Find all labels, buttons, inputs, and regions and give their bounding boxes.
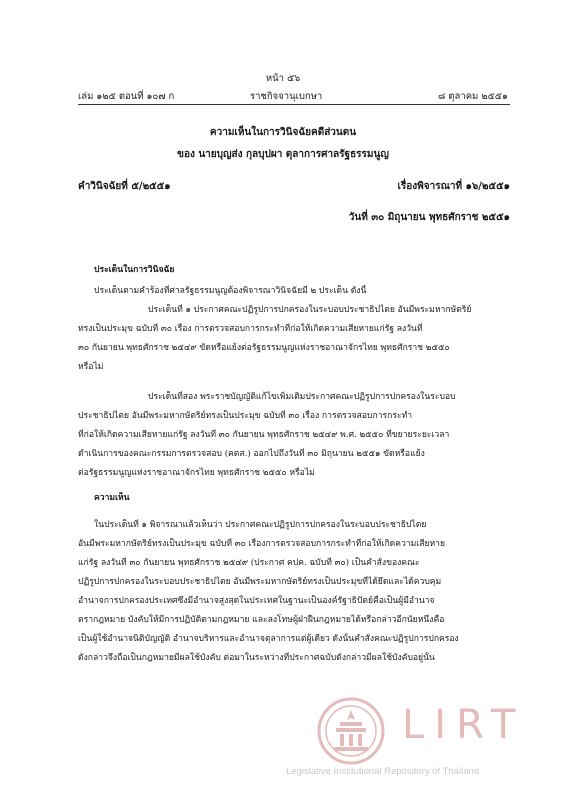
opinion-line: อันมีพระมหากษัตริย์ทรงเป็นประมุข ฉบับที่ ๓๐ เรื่องการตรวจสอบการกระทำที่ก่อให้เกิดความเสียหาย — [78, 539, 446, 549]
document-title: ความเห็นในการวินิจฉัยคดีส่วนตน — [209, 127, 357, 138]
issue2-line: ประเด็นที่สอง พระราชบัญญัติแก้ไขเพิ่มเติมประกาศคณะปฏิรูปการปกครองในระบอบ — [148, 392, 456, 402]
opinion-line: ตรากฎหมาย บังคับให้มีการปฏิบัติตามกฎหมาย และลงโทษผู้ฝ่าฝืนกฎหมายได้หรือกล่าวอีกนัยหนึ่งคือ — [78, 615, 445, 625]
issue1-line: หรือไม่ — [78, 362, 104, 372]
gazette-date: ๘ ตุลาคม ๒๕๕๑ — [438, 91, 508, 102]
issue1-line: ทรงเป็นประมุข ฉบับที่ ๓๐ เรื่อง การตรวจสอบการกระทำที่ก่อให้เกิดความเสียหายแก่รัฐ ลงวันที่ — [78, 324, 423, 334]
document-subtitle: ของ นายบุญส่ง กุลบุปผา ตุลาการศาลรัฐธรรมนูญ — [177, 149, 389, 160]
gazette-volume: เล่ม ๑๒๕ ตอนที่ ๑๐๗ ก — [78, 91, 175, 102]
issue1-line: ๓๐ กันยายน พุทธศักราช ๒๕๔๙ ขัดหรือแย้งต่อรัฐธรรมนูญแห่งราชอาณาจักรไทย พุทธศักราช ๒๕๕๐ — [78, 343, 450, 353]
header-rule — [78, 104, 510, 105]
consideration-number: เรื่องพิจารณาที่ ๑๖/๒๕๕๑ — [397, 181, 510, 192]
issue2-line: ดำเนินการของคณะกรรมการตรวจสอบ (คตส.) ออกไปถึงวันที่ ๓๐ มิถุนายน ๒๕๕๑ ขัดหรือแย้ง — [78, 449, 425, 459]
opinion-line: แก่รัฐ ลงวันที่ ๓๐ กันยายน พุทธศักราช ๒๕๔๙ (ประกาศ คปค. ฉบับที่ ๓๐) เป็นคำสั่งของคณะ — [78, 558, 420, 568]
issue2-line: ที่ก่อให้เกิดความเสียหายแก่รัฐ ลงวันที่ ๓๐ กันยายน พุทธศักราช ๒๕๔๙ พ.ศ. ๒๕๕๐ ที่ขยายระยะเวลา — [78, 430, 450, 440]
lirt-watermark — [286, 696, 541, 777]
issue2-line: ต่อรัฐธรรมนูญแห่งราชอาณาจักรไทย พุทธศักราช ๒๕๕๐ หรือไม่ — [78, 468, 315, 478]
opinion-line: ในประเด็นที่ ๑ พิจารณาแล้วเห็นว่า ประกาศคณะปฏิรูปการปกครองในระบอบประชาธิปไตย — [94, 520, 427, 530]
issue1-line: ประเด็นที่ ๑ ประกาศคณะปฏิรูปการปกครองในระบอบประชาธิปไตย อันมีพระมหากษัตริย์ — [148, 305, 472, 315]
lirt-logo-text: LIRT — [402, 702, 526, 748]
ruling-date: วันที่ ๓๐ มิถุนายน พุทธศักราช ๒๕๕๑ — [348, 212, 510, 223]
parliament-seal-icon — [316, 696, 386, 766]
opinion-heading: ความเห็น — [94, 493, 130, 503]
page-number: หน้า ๕๖ — [265, 73, 301, 84]
opinion-line: อำนาจการปกครองประเทศซึ่งมีอำนาจสูงสุดในประเทศในฐานะเป็นองค์รัฐาธิปัตย์คือเป็นผู้มีอำนาจ — [78, 596, 435, 606]
opinion-line: ปฏิรูปการปกครองในระบอบประชาธิปไตย อันมีพระมหากษัตริย์ทรงเป็นประมุขที่ได้ยึดและได้ควบคุม — [78, 577, 442, 587]
issues-heading: ประเด็นในการวินิจฉัย — [94, 265, 175, 275]
opinion-line: เป็นผู้ใช้อำนาจนิติบัญญัติ อำนาจบริหารและอำนาจตุลาการแต่ผู้เดียว ดังนั้นคำสั่งคณะปฏิรูปการปกครอง — [78, 634, 459, 644]
ruling-number: คำวินิจฉัยที่ ๕/๒๕๕๑ — [78, 181, 171, 192]
issue2-line: ประชาธิปไตย อันมีพระมหากษัตริย์ทรงเป็นประมุข ฉบับที่ ๓๐ เรื่อง การตรวจสอบการกระทำ — [78, 411, 413, 421]
issues-intro: ประเด็นตามคำร้องที่ศาลรัฐธรรมนูญต้องพิจารณาวินิจฉัยมี ๒ ประเด็น ดังนี้ — [94, 286, 367, 296]
lirt-caption: Legislative Institutional Repository of Thailand — [286, 766, 480, 777]
opinion-line: ดังกล่าวจึงถือเป็นกฎหมายมีผลใช้บังคับ ต่อมาในระหว่างที่ประกาศฉบับดังกล่าวมีผลใช้บังคับอยู่นั้น — [78, 653, 435, 663]
gazette-name: ราชกิจจานุเบกษา — [250, 91, 323, 102]
